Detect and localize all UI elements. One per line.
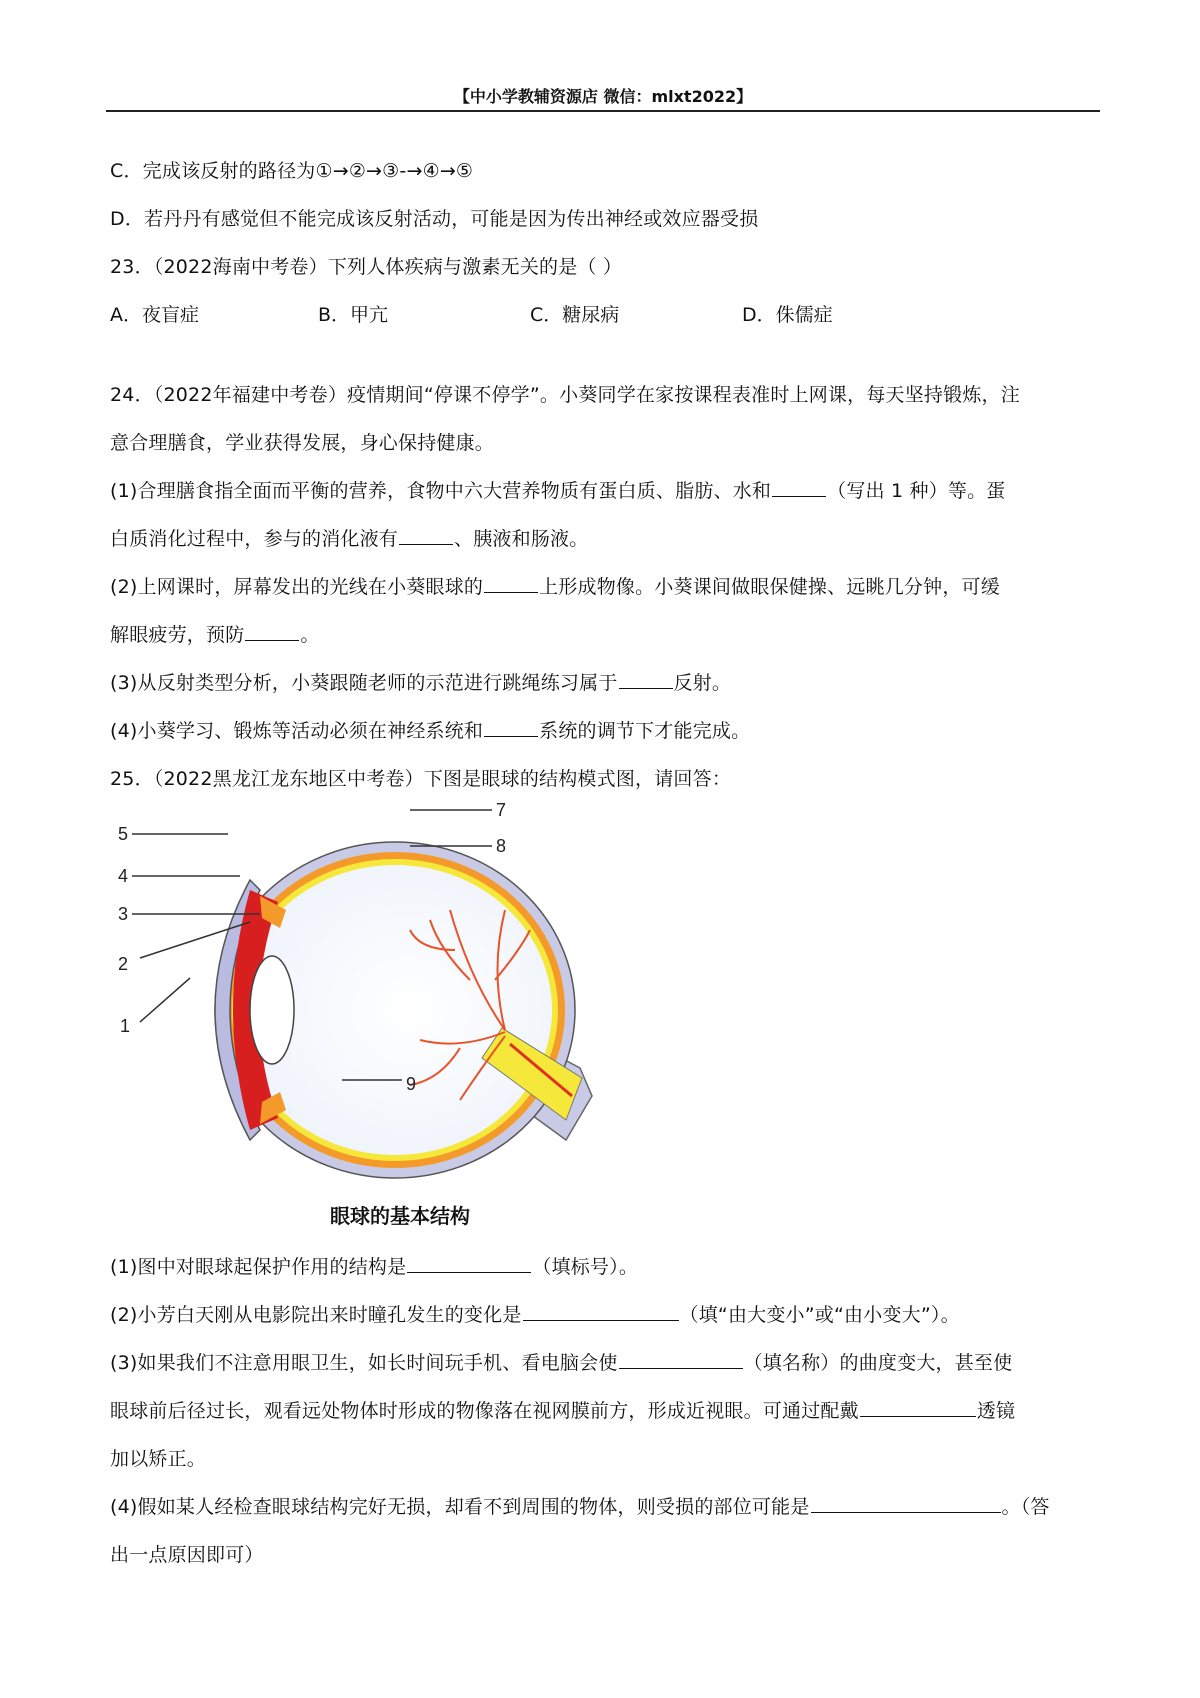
q24-stem-line2: 意合理膳食，学业获得发展，身心保持健康。 xyxy=(110,432,495,454)
q23-option-d: D．侏儒症 xyxy=(742,304,833,326)
text: （写出 1 种）等。蛋 xyxy=(827,480,1006,502)
q22-option-d: D．若丹丹有感觉但不能完成该反射活动，可能是因为传出神经或效应器受损 xyxy=(110,208,759,230)
q25-part1 xyxy=(110,1252,638,1279)
text: 系统的调节下才能完成。 xyxy=(539,720,751,742)
answer-blank[interactable] xyxy=(484,735,538,737)
q25-part3-line1 xyxy=(110,1348,1012,1375)
text: 。 xyxy=(300,624,320,646)
text: (2)上网课时，屏幕发出的光线在小葵眼球的 xyxy=(110,576,484,598)
answer-blank[interactable] xyxy=(484,591,538,593)
answer-blank[interactable] xyxy=(407,1271,531,1273)
label-1: 1 xyxy=(120,1016,131,1036)
header-rule xyxy=(106,110,1100,112)
text: （填标号）。 xyxy=(532,1256,639,1278)
text: 眼球前后径过长，观看远处物体时形成的物像落在视网膜前方，形成近视眼。可通过配戴 xyxy=(110,1400,859,1422)
answer-blank[interactable] xyxy=(811,1511,1001,1513)
label-9: 9 xyxy=(406,1074,417,1094)
lens xyxy=(250,956,294,1064)
q25-part3-line2 xyxy=(110,1396,1015,1423)
q23-option-a: A．夜盲症 xyxy=(110,304,199,326)
q24-part2-line1 xyxy=(110,572,1000,599)
q22-option-c: C．完成该反射的路径为①→②→③-→④→⑤ xyxy=(110,160,474,182)
q24-part1-line2 xyxy=(110,524,588,551)
text: 、胰液和肠液。 xyxy=(454,528,589,550)
label-3: 3 xyxy=(118,904,129,924)
eye-structure-diagram xyxy=(110,800,630,1230)
eyeball-illustration xyxy=(110,800,630,1200)
q25-part2 xyxy=(110,1300,960,1327)
label-4: 4 xyxy=(118,866,129,886)
q24-part2-line2 xyxy=(110,620,320,647)
answer-blank[interactable] xyxy=(523,1319,679,1321)
q25-part4-line2: 出一点原因即可） xyxy=(110,1544,264,1566)
q23-option-b: B．甲亢 xyxy=(318,304,389,326)
text: (4)假如某人经检查眼球结构完好无损，却看不到周围的物体，则受损的部位可能是 xyxy=(110,1496,810,1518)
answer-blank[interactable] xyxy=(245,639,299,641)
q23-stem: 23．（2022海南中考卷）下列人体疾病与激素无关的是（ ） xyxy=(110,256,623,278)
answer-blank[interactable] xyxy=(619,687,673,689)
q25-part4-line1 xyxy=(110,1492,1050,1519)
text: 解眼疲劳，预防 xyxy=(110,624,245,646)
text: （填名称）的曲度变大，甚至使 xyxy=(743,1352,1013,1374)
text: （填“由大变小”或“由小变大”）。 xyxy=(679,1304,960,1326)
q24-stem-line1: 24．（2022年福建中考卷）疫情期间“停课不停学”。小葵同学在家按课程表准时上网课，每天坚持锻炼，注 xyxy=(110,384,1020,406)
q24-part3 xyxy=(110,668,731,695)
text: 上形成物像。小葵课间做眼保健操、远眺几分钟，可缓 xyxy=(539,576,1000,598)
text: (1)合理膳食指全面而平衡的营养，食物中六大营养物质有蛋白质、脂肪、水和 xyxy=(110,480,772,502)
q24-part1-line1 xyxy=(110,476,1006,503)
figure-caption: 眼球的基本结构 xyxy=(330,1204,470,1228)
text: 白质消化过程中，参与的消化液有 xyxy=(110,528,399,550)
text: 。（答 xyxy=(1001,1496,1050,1518)
text: (1)图中对眼球起保护作用的结构是 xyxy=(110,1256,407,1278)
page-header: 【中小学教辅资源店 微信：mlxt2022】 xyxy=(453,87,753,106)
label-5: 5 xyxy=(118,824,129,844)
q23-option-c: C．糖尿病 xyxy=(530,304,620,326)
text: 透镜 xyxy=(976,1400,1016,1422)
text: (3)从反射类型分析，小葵跟随老师的示范进行跳绳练习属于 xyxy=(110,672,618,694)
answer-blank[interactable] xyxy=(860,1415,976,1417)
q25-part3-line3: 加以矫正。 xyxy=(110,1448,207,1470)
answer-blank[interactable] xyxy=(772,495,826,497)
label-7: 7 xyxy=(496,800,507,820)
q24-part4 xyxy=(110,716,750,743)
text: (2)小芳白天刚从电影院出来时瞳孔发生的变化是 xyxy=(110,1304,522,1326)
text: (4)小葵学习、锻炼等活动必须在神经系统和 xyxy=(110,720,484,742)
text: (3)如果我们不注意用眼卫生，如长时间玩手机、看电脑会使 xyxy=(110,1352,618,1374)
label-8: 8 xyxy=(496,836,507,856)
answer-blank[interactable] xyxy=(399,543,453,545)
answer-blank[interactable] xyxy=(619,1367,743,1369)
label-2: 2 xyxy=(118,954,129,974)
q25-stem: 25．（2022黑龙江龙东地区中考卷）下图是眼球的结构模式图，请回答： xyxy=(110,768,732,790)
text: 反射。 xyxy=(673,672,732,694)
